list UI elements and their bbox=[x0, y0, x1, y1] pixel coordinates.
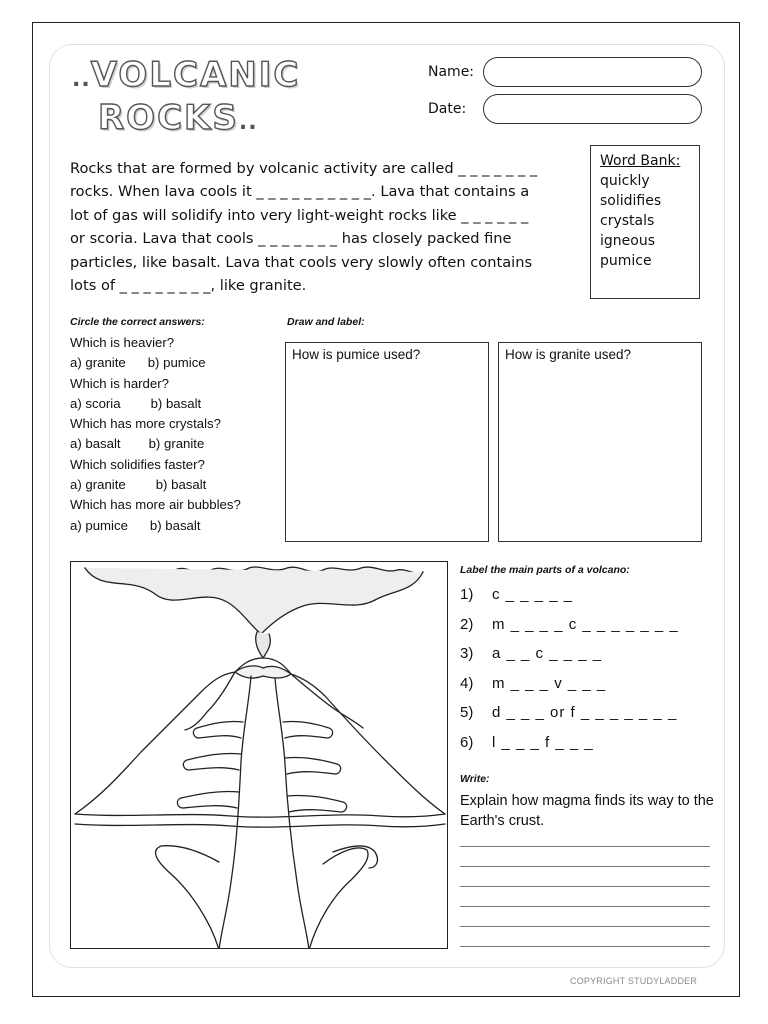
granite-box-prompt: How is granite used? bbox=[505, 347, 632, 362]
circle-heading: Circle the correct answers: bbox=[70, 316, 205, 328]
part-number: 3) bbox=[460, 645, 474, 662]
part-hint[interactable]: c _ _ _ _ _ bbox=[492, 586, 574, 603]
part-hint[interactable]: m _ _ _ _ c _ _ _ _ _ _ _ bbox=[492, 615, 679, 633]
question-text: Which is harder? bbox=[70, 375, 169, 391]
paragraph-line: Rocks that are formed by volcanic activity are called _ _ _ _ _ _ _ bbox=[70, 160, 538, 177]
title-word-volcanic: VOLCANIC bbox=[90, 55, 301, 95]
part-number: 1) bbox=[460, 586, 474, 603]
writing-line[interactable] bbox=[460, 886, 710, 887]
label-parts-heading: Label the main parts of a volcano: bbox=[460, 564, 630, 576]
question-text: Which has more crystals? bbox=[70, 416, 221, 432]
word-bank-item: igneous bbox=[600, 233, 655, 249]
date-field[interactable] bbox=[483, 94, 702, 124]
write-heading: Write: bbox=[460, 773, 490, 785]
title-dots-left: .. bbox=[72, 67, 91, 92]
write-prompt: Explain how magma finds its way to the Earth's crust. bbox=[460, 793, 714, 829]
answer-row bbox=[70, 434, 280, 454]
part-hint[interactable]: a _ _ c _ _ _ _ bbox=[492, 645, 603, 662]
writing-line[interactable] bbox=[460, 866, 710, 867]
part-number: 2) bbox=[460, 615, 474, 633]
answer-row bbox=[70, 475, 280, 495]
word-bank-item: quickly bbox=[600, 173, 650, 189]
name-label: Name: bbox=[428, 64, 475, 80]
word-bank-item: crystals bbox=[600, 213, 655, 229]
volcano-drawing bbox=[71, 562, 448, 949]
part-hint[interactable]: m _ _ _ v _ _ _ bbox=[492, 674, 607, 692]
answer-option-a[interactable]: a) granite bbox=[70, 477, 126, 493]
writing-line[interactable] bbox=[460, 946, 710, 947]
part-row bbox=[460, 704, 710, 734]
paragraph-line: or scoria. Lava that cools _ _ _ _ _ _ _ has closely packed fine bbox=[70, 230, 512, 248]
paragraph-line: rocks. When lava cools it _ _ _ _ _ _ _ _ _ _. Lava that contains a bbox=[70, 183, 530, 201]
question-text: Which solidifies faster? bbox=[70, 456, 205, 472]
question-text: Which is heavier? bbox=[70, 335, 175, 350]
title-line-2 bbox=[98, 98, 258, 138]
answer-row bbox=[70, 353, 280, 373]
part-row bbox=[460, 616, 710, 646]
title-word-rocks: ROCKS bbox=[98, 98, 239, 138]
answer-row bbox=[70, 516, 280, 536]
title-line-1 bbox=[72, 55, 300, 95]
word-bank bbox=[590, 145, 700, 299]
answer-option-a[interactable]: a) granite bbox=[70, 355, 126, 371]
part-number: 6) bbox=[460, 733, 474, 751]
name-field[interactable] bbox=[483, 57, 702, 87]
paragraph-line: lots of _ _ _ _ _ _ _ _, like granite. bbox=[70, 277, 307, 295]
part-number: 5) bbox=[460, 704, 474, 721]
date-label: Date: bbox=[428, 101, 467, 117]
answer-option-b[interactable]: b) basalt bbox=[149, 517, 201, 533]
part-row bbox=[460, 586, 710, 616]
part-hint[interactable]: d _ _ _ or f _ _ _ _ _ _ _ bbox=[492, 704, 678, 721]
circle-questions bbox=[70, 333, 280, 536]
writing-line[interactable] bbox=[460, 906, 710, 907]
copyright-text: COPYRIGHT STUDYLADDER bbox=[570, 976, 698, 986]
question-text: Which has more air bubbles? bbox=[70, 497, 241, 513]
answer-option-a[interactable]: a) basalt bbox=[70, 436, 121, 452]
part-row bbox=[460, 675, 710, 705]
paragraph-line: particles, like basalt. Lava that cools very slowly often contains bbox=[70, 253, 533, 271]
pumice-box-prompt: How is pumice used? bbox=[292, 347, 421, 362]
label-parts-list bbox=[460, 586, 710, 763]
word-bank-title: Word Bank: bbox=[600, 153, 681, 169]
word-bank-item: solidifies bbox=[600, 193, 662, 209]
answer-row bbox=[70, 394, 280, 414]
writing-line[interactable] bbox=[460, 846, 710, 847]
draw-heading: Draw and label: bbox=[287, 316, 365, 328]
fill-in-paragraph bbox=[70, 157, 590, 297]
granite-draw-box[interactable] bbox=[498, 342, 702, 542]
part-row bbox=[460, 734, 710, 764]
pumice-draw-box[interactable] bbox=[285, 342, 489, 542]
volcano-diagram bbox=[70, 561, 448, 949]
answer-option-b[interactable]: b) pumice bbox=[147, 355, 206, 371]
answer-option-b[interactable]: b) basalt bbox=[155, 477, 207, 493]
answer-option-a[interactable]: a) scoria bbox=[70, 395, 121, 411]
paragraph-line: lot of gas will solidify into very light-weight rocks like _ _ _ _ _ _ bbox=[70, 206, 529, 224]
answer-option-b[interactable]: b) granite bbox=[148, 436, 205, 452]
writing-line[interactable] bbox=[460, 926, 710, 927]
answer-option-a[interactable]: a) pumice bbox=[70, 517, 128, 533]
part-row bbox=[460, 645, 710, 675]
answer-option-b[interactable]: b) basalt bbox=[150, 395, 202, 411]
part-number: 4) bbox=[460, 674, 474, 692]
word-bank-item: pumice bbox=[600, 253, 652, 269]
part-hint[interactable]: l _ _ _ f _ _ _ bbox=[492, 733, 594, 751]
title-dots-right: .. bbox=[238, 110, 258, 135]
